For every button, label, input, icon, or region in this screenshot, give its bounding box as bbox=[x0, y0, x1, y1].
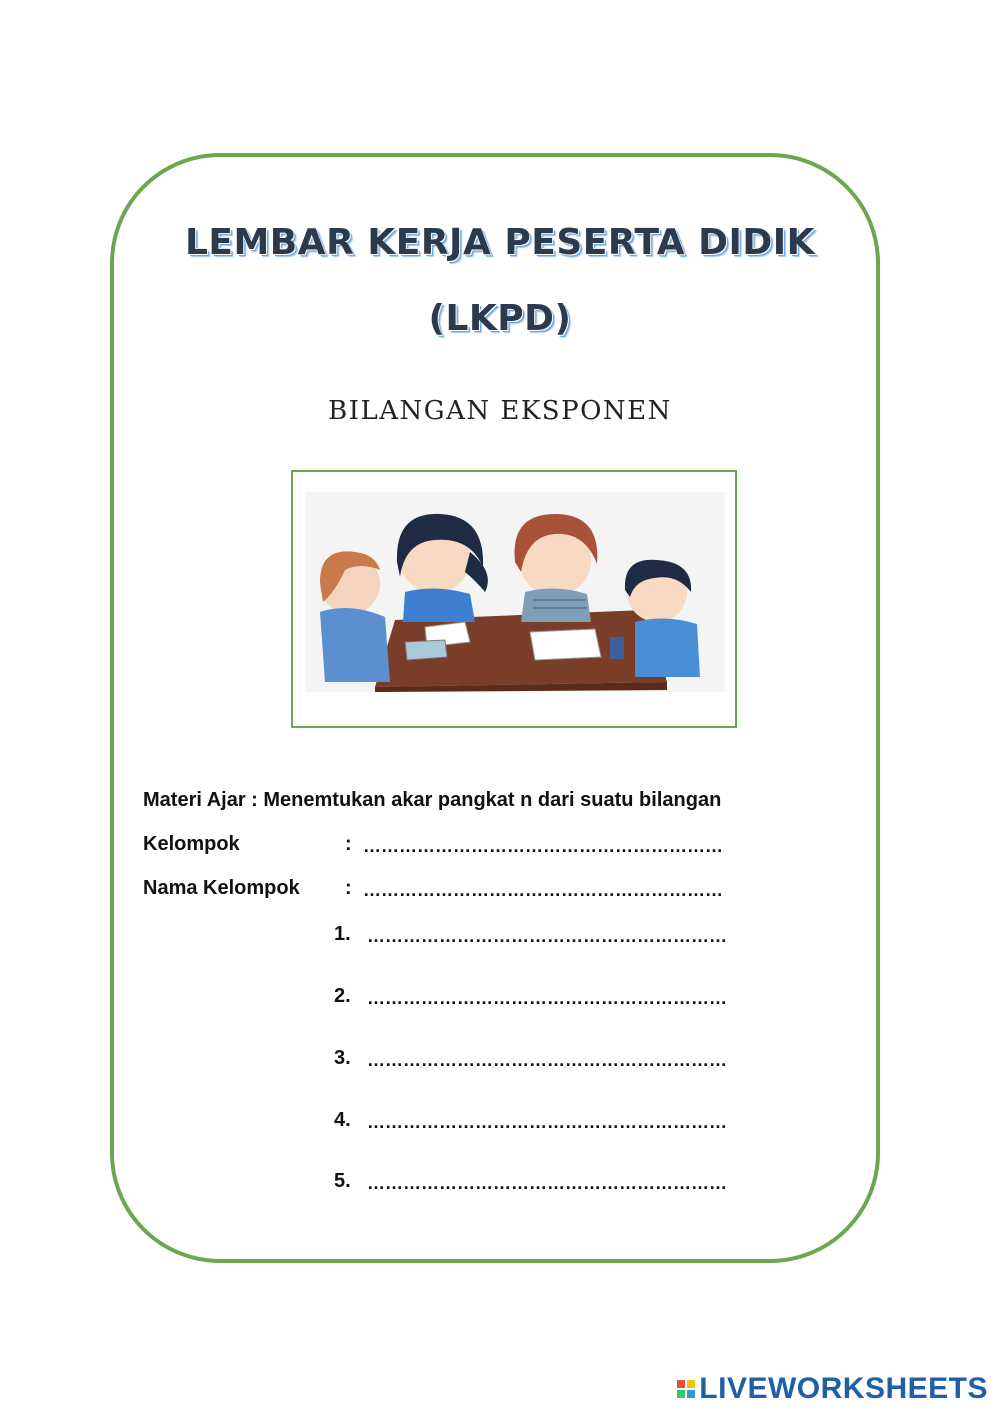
title-line-2: (LKPD) bbox=[428, 298, 572, 339]
subtitle: BILANGAN EKSPONEN bbox=[328, 396, 672, 426]
member-number: 3. bbox=[334, 1047, 351, 1069]
logo-icon bbox=[677, 1380, 695, 1398]
member-number: 5. bbox=[334, 1170, 351, 1192]
member-number: 4. bbox=[334, 1109, 351, 1131]
illustration-frame bbox=[291, 470, 737, 728]
member-number: 1. bbox=[334, 923, 351, 945]
kelompok-colon: : bbox=[345, 833, 352, 855]
children-studying-illustration bbox=[305, 492, 725, 692]
nama-kelompok-label: Nama Kelompok bbox=[143, 877, 300, 899]
nama-kelompok-field[interactable]: …………………………………………………… bbox=[363, 880, 723, 900]
member-field[interactable]: …………………………………………………… bbox=[367, 1173, 727, 1193]
title-line-1: LEMBAR KERJA PESERTA DIDIK bbox=[184, 222, 816, 263]
kelompok-field[interactable]: …………………………………………………… bbox=[363, 836, 723, 856]
materi-ajar: Materi Ajar : Menemtukan akar pangkat n dari suatu bilangan bbox=[143, 789, 722, 811]
brand-name: LIVEWORKSHEETS bbox=[699, 1372, 988, 1405]
kelompok-label: Kelompok bbox=[143, 833, 240, 855]
member-number: 2. bbox=[334, 985, 351, 1007]
liveworksheets-logo bbox=[677, 1372, 988, 1406]
member-field[interactable]: …………………………………………………… bbox=[367, 1112, 727, 1132]
member-field[interactable]: …………………………………………………… bbox=[367, 1050, 727, 1070]
member-field[interactable]: …………………………………………………… bbox=[367, 988, 727, 1008]
nama-kelompok-colon: : bbox=[345, 877, 352, 899]
member-field[interactable]: …………………………………………………… bbox=[367, 926, 727, 946]
